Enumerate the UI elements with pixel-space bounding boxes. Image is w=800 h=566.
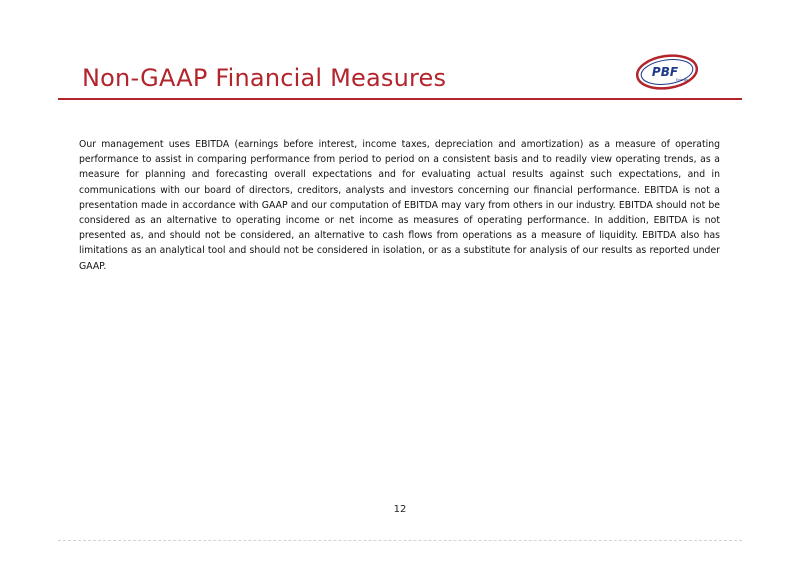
body-paragraph: Our management uses EBITDA (earnings before interest, income taxes, depreciation and amortization) as a measure of operating performance to assist in comparing performance from period to period on a consistent basis and to readily view operating trends, as a measure for planning and forecasting overall expectations and for evaluating actual results against such expectations, and in communications with our board of directors, creditors, analysts and investors concerning our financial performance. EBITDA is not a presentation made in accordance with GAAP and our computation of EBITDA may vary from others in our industry. EBITDA should not be considered as an alternative to operating income or net income as measures of operating performance. In addition, EBITDA is not presented as, and should not be considered, an alternative to cash flows from operations as a measure of liquidity. EBITDA also has limitations as an analytical tool and should not be considered in isolation, or as a substitute for analysis of our results as reported under GAAP.	[79, 139, 720, 272]
pbf-logo-icon	[634, 52, 700, 92]
page-number: 12	[393, 504, 407, 515]
slide-title: Non-GAAP Financial Measures	[82, 64, 447, 92]
logo-text: PBF	[651, 65, 679, 79]
footer-divider	[58, 540, 742, 541]
logo-subtext: Energy	[675, 78, 689, 82]
title-divider	[58, 98, 742, 100]
